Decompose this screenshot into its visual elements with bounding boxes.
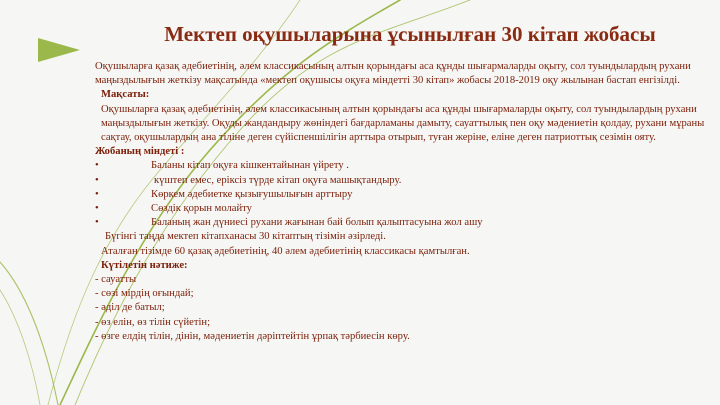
goal-paragraph: Оқушыларға қазақ әдебиетінің, әлем классикасының алтын қорындағы аса құнды шығармаларды оқыту, сол туындылардың рухани маңыздылығын жеткізу. Оқуды жандандыру жөніндегі бағдарламаны дамыту, сауаттылық пен оқу мәдениетін қолдау, рухани мұраны сақтау, оқушылардың ана тіліне деген сүйіспеншілігін арттыра отырып, туған жеріне, еліне деген патриоттық сезімін ояту.: [101, 103, 705, 144]
bullet-icon: •: [95, 188, 99, 200]
tasks-heading: Жобаның міндеті :: [95, 146, 185, 158]
task-item: [95, 188, 707, 202]
result-item: - сөзі мірдің оғындай;: [95, 288, 194, 300]
list-line-2: Аталған тізімде 60 қазақ әдебиетінің, 40 әлем әдебиетінің классикасы қамтылған.: [101, 245, 470, 257]
task-item: [95, 159, 707, 173]
slide-title: Мектеп оқушыларына ұсынылған 30 кітап жобасы: [164, 22, 656, 46]
bullet-icon: •: [95, 203, 99, 215]
task-text: күштеп емес, еріксіз түрде кітап оқуға машықтандыру.: [154, 174, 402, 186]
task-item: [95, 174, 707, 188]
task-item: [95, 216, 707, 230]
tasks-list: [95, 159, 707, 230]
result-item: - өзге елдің тілін, дінін, мәдениетін дәріптейтін ұрпақ тәрбиесін көру.: [95, 330, 410, 342]
bullet-icon: •: [95, 174, 99, 186]
decor-curve-4: [0, 262, 58, 405]
goal-heading: Мақсаты:: [101, 89, 150, 101]
task-item: [95, 202, 707, 216]
task-text: Сөздік қорын молайту: [151, 203, 252, 215]
bullet-icon: •: [95, 217, 99, 229]
result-item: - өз елін, өз тілін сүйетін;: [95, 316, 211, 328]
bullet-icon: •: [95, 160, 99, 172]
task-text: Баланың жан дүниесі рухани жағынан бай болып қалыптасуына жол ашу: [151, 217, 483, 229]
list-line-1: Бүгінгі таңда мектеп кітапханасы 30 кітаптың тізімін әзірледі.: [105, 231, 386, 243]
intro-paragraph: Оқушыларға қазақ әдебиетінің, әлем классикасының алтын қорындағы аса құнды шығармаларды оқыту, сол туындылардың рухани маңыздылығын жеткізу мақсатында «мектеп оқушысы оқуға міндетті 30 кітап» жобасы 2018-2019 оқу жылынан бастап енгізілді.: [95, 61, 691, 87]
task-text: Көркем әдебиетке қызығушылығын арттыру: [151, 188, 353, 200]
slide-content: [95, 60, 707, 344]
task-text: Баланы кітап оқуға кішкентайынан үйрету .: [151, 160, 349, 172]
result-item: - әділ де батыл;: [95, 302, 165, 314]
decor-curve-5: [0, 290, 40, 405]
results-heading: Күтілетін нәтиже:: [101, 259, 188, 271]
decor-arrow-icon: [38, 38, 80, 62]
result-item: - сауатты: [95, 274, 137, 286]
